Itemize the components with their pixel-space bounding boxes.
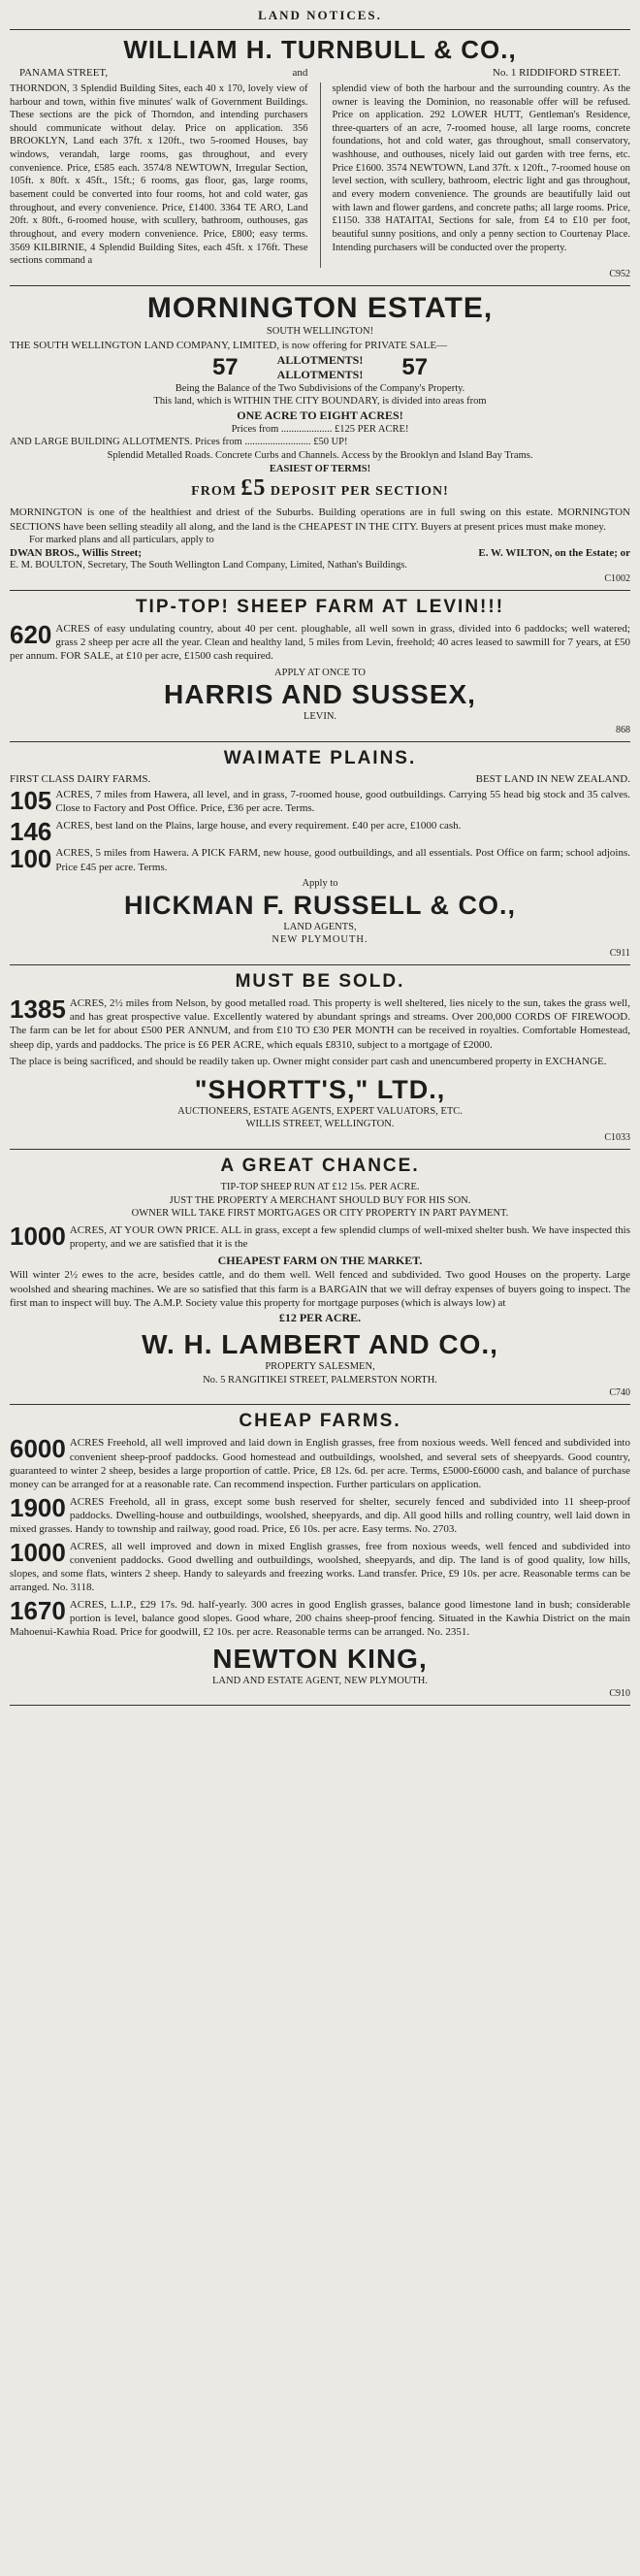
address-left: PANAMA STREET, (19, 66, 109, 79)
apply-note: Apply to (302, 877, 338, 889)
advert-ref: C911 (609, 947, 630, 959)
allotments-label: ALLOTMENTS! (276, 352, 364, 367)
agent-place: LEVIN. (303, 711, 337, 723)
column-divider (320, 82, 321, 268)
estate-title: MORNINGTON ESTATE, (146, 291, 494, 324)
balance-note: Being the Balance of the Two Subdivisions of the Company's Property. (175, 382, 465, 394)
sub-heading-left: FIRST CLASS DAIRY FARMS. (10, 773, 151, 786)
divider (10, 1404, 630, 1405)
advert-heading: TIP-TOP! SHEEP FARM AT LEVIN!!! (135, 596, 505, 617)
divider (10, 29, 630, 30)
listings-right-column: splendid view of both the harbour and the surrounding country. As the owner is leaving the Dominion, no reasonable offer will be refused. Price on application. 292 LOWER HUTT, Gentleman's Residence, three-quarters of an acre, 7-roomed house, all large rooms, concrete foundations, hot and cold water, gas throughout, small conservatory, washhouse, and outhouses, nicely laid out garden with tree ferns, etc. Price £1600. 3574 NEWTOWN, Land 37ft. x 120ft., 7-roomed house on level section, with scullery, bathroom, electric light and gas throughout, and every modern convenience. The grounds are beautifully laid out with lawn and flower gardens, and concrete paths; all large rooms. Price, £1150. 338 HATAITAI, Sections for sale, from £4 to £10 per foot, beautiful sunny positions, and only a penny section to Courtenay Place. Intending purchasers will be conducted over the property. (332, 82, 630, 253)
allotment-count: 57 (211, 353, 239, 380)
turnbull-advert (10, 36, 630, 279)
advert-heading: A GREAT CHANCE. (220, 1155, 420, 1176)
address-and: and (292, 66, 308, 79)
listing-text: ACRES of easy undulating country, about 40 per cent. ploughable, all well sown in grass, divided into 6 paddocks; well watered; grass 2 sheep per acre all the year. Clean and healthy land, 5 miles from Levin, freehold; 40 acres leased to sawmill for 7 years, at £50 per annum. FOR SALE, at £10 per acre, £1500 cash required. (10, 622, 630, 663)
cheapest-note: CHEAPEST FARM ON THE MARKET. (217, 1254, 423, 1268)
estate-subtitle: SOUTH WELLINGTON! (266, 326, 374, 338)
plans-note: For marked plans and all particulars, apply to (29, 535, 214, 546)
waimate-advert (10, 748, 630, 959)
agent-wilton: E. W. WILTON, on the Estate; or (478, 547, 630, 560)
allotments-label: ALLOTMENTS! (276, 367, 364, 381)
roads-note: Splendid Metalled Roads. Concrete Curbs and Channels. Access by the Brooklyn and Island Bay Trams. (107, 450, 533, 462)
allotment-count: 57 (401, 353, 429, 380)
acreage: 6000 (10, 1434, 66, 1464)
terms-note: EASIEST OF TERMS! (269, 463, 371, 474)
levin-advert (10, 597, 630, 735)
agent-place: WILLIS STREET, WELLINGTON. (245, 1119, 395, 1130)
acreage: 1000 (10, 1537, 66, 1567)
listing-text: ACRES, best land on the Plains, large house, and every requirement. £40 per acre, £1000 cash. (55, 819, 462, 831)
advert-heading: MUST BE SOLD. (235, 970, 405, 992)
agent-sub: LAND AND ESTATE AGENT, NEW PLYMOUTH. (212, 1675, 428, 1686)
divider (10, 741, 630, 742)
listing-text-2: The place is being sacrificed, and should be readily taken up. Owner might consider part cash and unencumbered property in EXCHANGE. (10, 1056, 607, 1068)
apply-note: APPLY AT ONCE TO (274, 667, 366, 678)
sub-heading-right: BEST LAND IN NEW ZEALAND. (475, 773, 630, 786)
agent-name: "SHORTT'S," LTD., (194, 1074, 446, 1104)
listing-text: ACRES Freehold, all well improved and laid down in English grasses, free from noxious weeds. Well fenced and subdivided into convenient sheep-proof paddocks. Good homestead and outbuildings, woolshed, and several sets of sheepyards. Good country, guaranteed to winter 2 sheep, besides a large proportion of cattle. Price, £8 12s. 6d. per acre. Terms, £5000-£6000 cash, and balance of purchase money can be arranged for at a reasonable rate. Can recommend inspection. Further particulars on application. (10, 1437, 630, 1491)
acreage: 1670 (10, 1595, 66, 1625)
agent-name: HARRIS AND SUSSEX, (164, 679, 476, 710)
deposit-amount: £5 (240, 475, 267, 502)
divider (10, 590, 630, 591)
estate-body: MORNINGTON is one of the healthiest and driest of the Suburbs. Building operations are in full swing on this estate. MORNINGTON SECTIONS have been selling steadily all along, and the land is the CHEAPEST IN THE CITY. Buyers at present prices must make money. (10, 506, 630, 533)
divider (10, 285, 630, 286)
great-chance-advert (10, 1156, 630, 1399)
advert-ref: C740 (609, 1387, 630, 1399)
acreage: 1000 (10, 1221, 66, 1251)
mornington-advert (10, 292, 630, 584)
deposit-prefix: FROM (191, 484, 237, 500)
advert-heading: CHEAP FARMS. (239, 1411, 401, 1432)
advert-heading: WAIMATE PLAINS. (223, 748, 417, 769)
advert-ref: C952 (609, 268, 630, 279)
tagline: TIP-TOP SHEEP RUN AT £12 15s. PER ACRE. (220, 1181, 420, 1192)
estate-intro: THE SOUTH WELLINGTON LAND COMPANY, LIMITED, is now offering for PRIVATE SALE— (10, 340, 448, 351)
divider (10, 1149, 630, 1150)
price-note: Prices from .................... £125 PER ACRE! (231, 423, 409, 435)
areas-note: ONE ACRE TO EIGHT ACRES! (237, 408, 403, 422)
listing-text: ACRES Freehold, all in grass, except some bush reserved for shelter, securely fenced and subdivided into 11 sheep-proof paddocks. Dwelling-house and outbuildings, woolshed, sheepyards, and dip. All good hills and rolling country, well laid down in mixed grasses. Handy to township and railway, good road. Price, £6 10s. per acre. Easy terms. No. 2703. (10, 1495, 630, 1536)
agent-place: No. 5 RANGITIKEI STREET, PALMERSTON NORTH. (203, 1374, 437, 1386)
divider (10, 964, 630, 965)
advert-ref: C910 (609, 1688, 630, 1700)
agent-place: NEW PLYMOUTH. (272, 934, 368, 946)
boundary-note: This land, which is WITHIN THE CITY BOUNDARY, is divided into areas from (153, 396, 487, 408)
advert-ref: C1033 (604, 1131, 630, 1143)
tagline: JUST THE PROPERTY A MERCHANT SHOULD BUY FOR HIS SON. (169, 1194, 471, 1206)
building-price-note: AND LARGE BUILDING ALLOTMENTS. Prices from .......................... £50 UP! (10, 437, 348, 448)
address-right: No. 1 RIDDIFORD STREET. (492, 66, 621, 79)
advert-ref: 868 (616, 725, 630, 736)
divider (10, 1705, 630, 1706)
agent-name: HICKMAN F. RUSSELL & CO., (123, 890, 516, 920)
nelson-advert (10, 971, 630, 1143)
value-note: £12 PER ACRE. (278, 1310, 362, 1324)
listing-text: ACRES, AT YOUR OWN PRICE. ALL in grass, except a few splendid clumps of well-mixed shelter bush. We have inspected this property, and we are satisfied that it is the (69, 1223, 630, 1251)
page-header: LAND NOTICES. (258, 8, 382, 22)
acreage: 1385 (10, 994, 66, 1024)
newspaper-page (10, 0, 630, 1706)
agent-dwan: DWAN BROS., Willis Street; (10, 547, 142, 560)
deposit-suffix: DEPOSIT PER SECTION! (270, 484, 449, 500)
acreage: 105 (10, 786, 52, 816)
listing-text: ACRES, 7 miles from Hawera, all level, and in grass, 7-roomed house, good outbuildings. Carrying 55 head big stock and 35 calves. Close to Factory and Post Office. Price, £36 per acre. Terms. (55, 789, 630, 815)
advertiser-name: WILLIAM H. TURNBULL & CO., (123, 35, 517, 64)
acreage: 620 (10, 619, 52, 649)
acreage: 146 (10, 816, 52, 846)
listing-text: ACRES, 2½ miles from Nelson, by good metalled road. This property is well sheltered, lies nicely to the sun, takes the grass well, and has great prospective value. Excellently watered by abundant springs and streams. Over 200,000 CORDS OF FIREWOOD. The farm can be let for about £500 PER ANNUM, and from £10 TO £30 PER MONTH can be received in royalties. Comfortable Homestead, sheep dip, yards and paddocks. The price is £6 PER ACRE, which equals £8310, subject to a mortgage of £2000. (10, 996, 630, 1051)
listing-text: ACRES, all well improved and down in mixed English grasses, free from noxious weeds, well fenced and subdivided into convenient paddocks. Good dwelling and outbuildings, woolshed, sheepyards, and dip. The land is of good quality, low hills, slopes, and some flats, winters 2 sheep. Handy to saleyards and freezing works. Land transfer. Price, £9 10s. per acre. Reasonable terms can be arranged. No. 3118. (10, 1540, 630, 1594)
agent-name: NEWTON KING, (212, 1643, 428, 1674)
agent-sub: AUCTIONEERS, ESTATE AGENTS, EXPERT VALUATORS, ETC. (177, 1105, 463, 1117)
tagline: OWNER WILL TAKE FIRST MORTGAGES OR CITY PROPERTY IN PART PAYMENT. (131, 1208, 509, 1220)
listings-left-column: THORNDON, 3 Splendid Building Sites, each 40 x 170, lovely view of harbour and town, within five minutes' walk of Government Buildings. These sections are the pick of Thorndon, and intending purchasers should communicate without delay. Price on application. 356 BROOKLYN, Land each 37ft. x 120ft., two 5-roomed Houses, bay windows, verandah, large rooms, gas throughout, and every convenience. Price, £585 each. 3574/8 NEWTOWN, Irregular Section, 105ft. x 80ft. x 45ft., 15ft.; 6 rooms, gas floor, gas, large rooms, basement could be converted into four rooms, hot and cold water, gas throughout, and every convenience. Price, £1400. 3364 TE ARO, Land 20ft. x 80ft., 6-roomed house, with scullery, bathroom, outhouses, gas throughout, and every modern convenience. Price, £800; easy terms. 3569 KILBIRNIE, 4 Splendid Building Sites, each 45ft. x 176ft. These sections command a (10, 82, 308, 267)
agent-name: W. H. LAMBERT AND CO., (142, 1328, 498, 1359)
advert-ref: C1002 (604, 572, 630, 584)
acreage: 100 (10, 844, 52, 874)
agent-boulton: E. M. BOULTON, Secretary, The South Wellington Land Company, Limited, Nathan's Buildings. (10, 560, 407, 571)
acreage: 1900 (10, 1492, 66, 1522)
listing-text: ACRES, 5 miles from Hawera. A PICK FARM, new house, good outbuildings, and all essentials. Post Office on farm; school adjoins. Price £45 per acre. Terms. (55, 847, 630, 873)
listing-text-2: Will winter 2½ ewes to the acre, besides cattle, and do them well. Well fenced and subdivided. Two good Houses on the property. Large woolshed and shearing machines. We are so satisfied that this farm is a BARGAIN that we will defray expenses of buyers going to inspect. The first man to inspect will buy. The A.M.P. Society value this property for mortgage purposes (which is always low) at (10, 1269, 630, 1310)
agent-sub: PROPERTY SALESMEN, (265, 1361, 375, 1373)
listing-text: ACRES, L.I.P., £29 17s. 9d. half-yearly. 300 acres in good English grasses, balance good limestone land in bush; considerable portion is level, balance good slopes. Good whare, 200 chains sheep-proof fencing. Situated in the Kawhia District on the main Mahoenui-Kawhia Road. Price for goodwill, £2 10s. per acre. Reasonable terms can be arranged. No. 2351. (10, 1598, 630, 1639)
cheap-farms-advert (10, 1411, 630, 1699)
agent-sub: LAND AGENTS, (283, 921, 357, 932)
